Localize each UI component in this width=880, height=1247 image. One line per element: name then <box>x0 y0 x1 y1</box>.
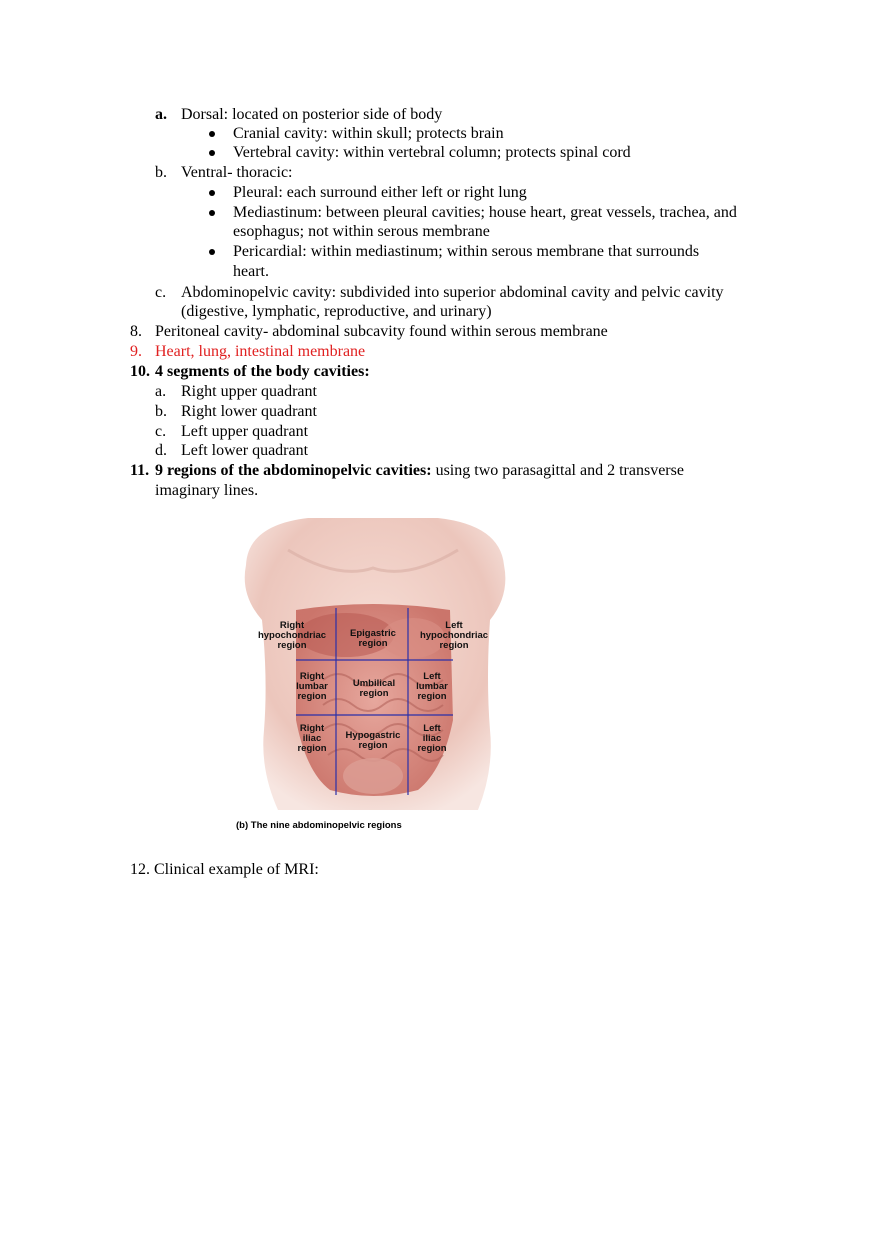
region-label-left-hypochondriac: Left hypochondriac region <box>419 620 489 651</box>
abdominopelvic-regions-text <box>155 461 684 481</box>
bullet-icon <box>209 210 215 216</box>
list-marker-10: 10. <box>130 363 150 380</box>
pericardial-text-line2: heart. <box>233 263 269 280</box>
ventral-text: Ventral- thoracic: <box>181 164 293 181</box>
quadrant-item: Right lower quadrant <box>181 403 317 420</box>
list-marker-c: c. <box>155 284 167 301</box>
dorsal-text: Dorsal: located on posterior side of body <box>181 106 443 123</box>
list-marker-11: 11. <box>130 462 150 479</box>
bullet-icon <box>209 150 215 156</box>
quadrant-item: Left lower quadrant <box>181 442 309 459</box>
abdominopelvic-regions-figure <box>228 510 518 830</box>
figure-caption: (b) The nine abdominopelvic regions <box>236 820 402 831</box>
region-label-hypogastric: Hypogastric region <box>345 730 401 751</box>
vertebral-cavity-text: Vertebral cavity: within vertebral column; protects spinal cord <box>233 144 631 161</box>
region-label-right-lumbar: Right lumbar region <box>296 671 328 702</box>
region-label-umbilical: Umbilical region <box>352 678 396 699</box>
region-label-left-lumbar: Left lumbar region <box>416 671 448 702</box>
list-marker-8: 8. <box>130 323 142 340</box>
abdominopelvic-text-line1: Abdominopelvic cavity: subdivided into superior abdominal cavity and pelvic cavity <box>181 284 724 301</box>
pericardial-text-line1: Pericardial: within mediastinum; within serous membrane that surrounds <box>233 243 700 260</box>
list-marker-a: a. <box>155 383 167 400</box>
list-marker-b: b. <box>155 403 167 420</box>
list-marker-d: d. <box>155 442 167 459</box>
region-label-right-hypochondriac: Right hypochondriac region <box>257 620 327 651</box>
quadrant-item: Left upper quadrant <box>181 423 309 440</box>
peritoneal-cavity-text: Peritoneal cavity- abdominal subcavity found within serous membrane <box>155 323 608 340</box>
mediastinum-text-line1: Mediastinum: between pleural cavities; house heart, great vessels, trachea, and <box>233 204 737 221</box>
mediastinum-text-line2: esophagus; not within serous membrane <box>233 223 490 240</box>
cranial-cavity-text: Cranial cavity: within skull; protects brain <box>233 125 504 142</box>
abdominopelvic-regions-heading: 9 regions of the abdominopelvic cavities: <box>155 462 432 479</box>
list-marker-c: c. <box>155 423 167 440</box>
region-label-epigastric: Epigastric region <box>350 628 396 649</box>
list-marker-b: b. <box>155 164 167 181</box>
bullet-icon <box>209 131 215 137</box>
list-marker-9: 9. <box>130 343 142 360</box>
quadrant-item: Right upper quadrant <box>181 383 317 400</box>
region-label-left-iliac: Left iliac region <box>417 723 447 754</box>
abdominopelvic-text-line2: (digestive, lymphatic, reproductive, and urinary) <box>181 303 492 320</box>
body-cavities-heading: 4 segments of the body cavities: <box>155 363 370 380</box>
list-marker-a: a. <box>155 106 167 123</box>
bladder-shape <box>343 758 403 794</box>
bullet-icon <box>209 249 215 255</box>
region-label-right-iliac: Right iliac region <box>297 723 327 754</box>
abdominopelvic-regions-text-line2: imaginary lines. <box>155 482 259 499</box>
heart-lung-membrane-text: Heart, lung, intestinal membrane <box>155 343 366 360</box>
mri-example-text: 12. Clinical example of MRI: <box>130 861 319 878</box>
pleural-text: Pleural: each surround either left or right lung <box>233 184 527 201</box>
abdominopelvic-regions-desc: using two parasagittal and 2 transverse <box>431 462 684 479</box>
bullet-icon <box>209 190 215 196</box>
